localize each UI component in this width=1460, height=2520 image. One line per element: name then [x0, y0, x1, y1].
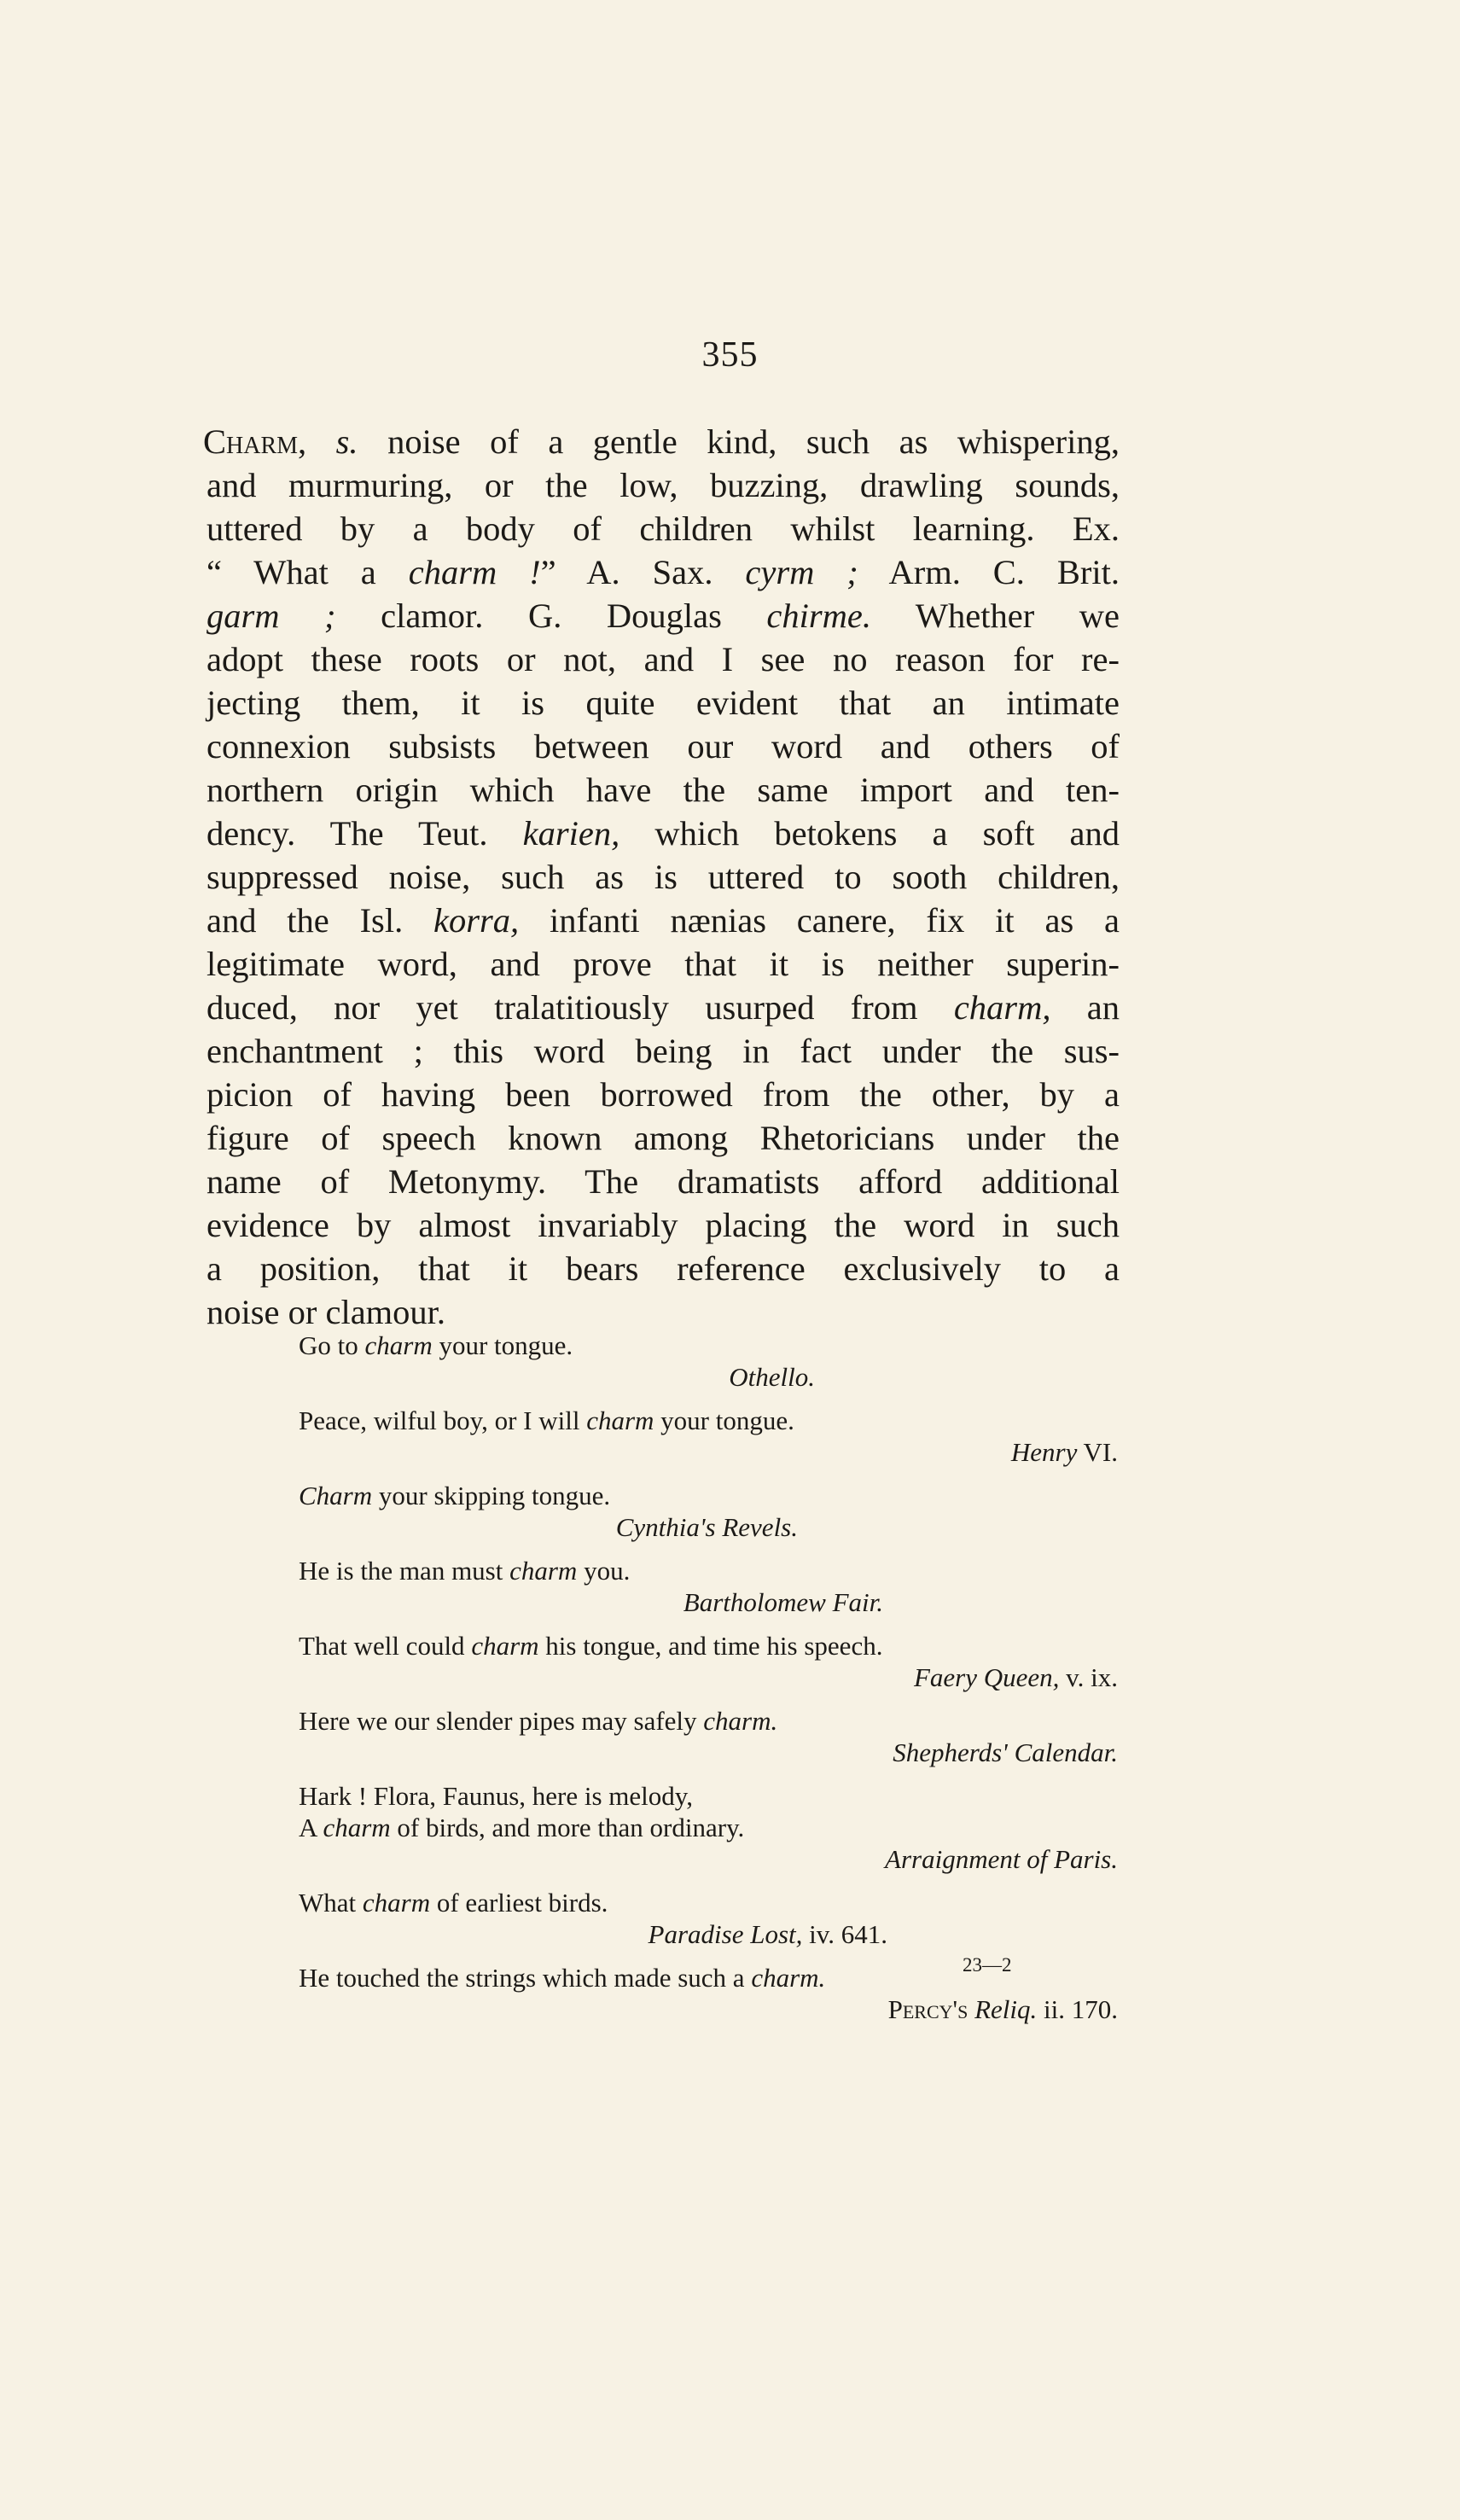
page-number: 355 — [701, 335, 759, 375]
quote-line: Peace, wilful boy, or I will charm your tongue. — [299, 1405, 794, 1435]
quotation — [299, 1405, 1118, 1468]
entry-line: “ What a charm !” A. Sax. cyrm ; Arm. C. Brit. — [206, 553, 1120, 591]
quote-line: Here we our slender pipes may safely charm. — [299, 1706, 778, 1736]
entry-line: noise or clamour. — [206, 1293, 446, 1331]
quotation — [299, 1480, 1118, 1543]
entry-line: enchantment ; this word being in fact under the sus- — [206, 1032, 1120, 1070]
entry-line: northern origin which have the same import and ten- — [206, 771, 1120, 809]
entry-line: uttered by a body of children whilst learning. Ex. — [206, 509, 1120, 548]
quote-line: What charm of earliest birds. — [299, 1888, 608, 1918]
quote-line: That well could charm his tongue, and time his speech. — [299, 1631, 883, 1661]
entry-line: duced, nor yet tralatitiously usurped from charm, an — [206, 988, 1120, 1027]
quotation — [299, 1780, 1118, 1875]
entry-line: jecting them, it is quite evident that an intimate — [206, 684, 1120, 722]
quote-line: He is the man must charm you. — [299, 1556, 631, 1586]
entry-line: adopt these roots or not, and I see no reason for re- — [206, 640, 1120, 678]
quote-source: Paradise Lost, iv. 641. — [648, 1919, 887, 1949]
quote-source: Shepherds' Calendar. — [893, 1737, 1118, 1767]
entry-line: and murmuring, or the low, buzzing, drawling sounds, — [206, 466, 1120, 504]
entry-line: and the Isl. korra, infanti nænias canere, fix it as a — [206, 901, 1120, 940]
entry-line: dency. The Teut. karien, which betokens a soft and — [206, 814, 1120, 853]
entry-line: name of Metonymy. The dramatists afford additional — [206, 1162, 1120, 1201]
entry-line: connexion subsists between our word and others of — [206, 727, 1120, 765]
quote-line: Hark ! Flora, Faunus, here is melody, — [299, 1781, 694, 1811]
quote-source: Faery Queen, v. ix. — [913, 1662, 1118, 1692]
quotation — [299, 1330, 1118, 1393]
quote-source: Cynthia's Revels. — [615, 1512, 798, 1542]
quote-source: Arraignment of Paris. — [885, 1844, 1118, 1874]
quote-line: He touched the strings which made such a charm. — [299, 1963, 826, 1993]
quote-source: Henry VI. — [1010, 1437, 1118, 1467]
entry-line: garm ; clamor. G. Douglas chirme. Whether we — [206, 597, 1120, 635]
quote-line: Charm your skipping tongue. — [299, 1481, 611, 1510]
quote-line: Go to charm your tongue. — [299, 1330, 573, 1360]
quote-source: Percy's Reliq. ii. 170. — [887, 1994, 1118, 2024]
quotation — [299, 1555, 1118, 1618]
entry-line: picion of having been borrowed from the other, by a — [206, 1075, 1120, 1114]
quotations — [299, 1330, 1118, 2037]
quote-source: Bartholomew Fair. — [683, 1587, 883, 1617]
entry-line: Charm, s. noise of a gentle kind, such as whispering, — [203, 422, 1120, 461]
dictionary-entry-charm — [203, 420, 1120, 1334]
entry-line: evidence by almost invariably placing the word in such — [206, 1206, 1120, 1244]
entry-line: legitimate word, and prove that it is neither superin- — [206, 945, 1120, 983]
part-of-speech: s. — [306, 422, 358, 461]
entry-line: suppressed noise, such as is uttered to sooth children, — [206, 858, 1120, 896]
signature-mark: 23—2 — [963, 1954, 1012, 1976]
quote-line: A charm of birds, and more than ordinary. — [299, 1813, 745, 1842]
quotation — [299, 1705, 1118, 1768]
entry-line: figure of speech known among Rhetoricians under the — [206, 1119, 1120, 1157]
entry-line: a position, that it bears reference exclusively to a — [206, 1249, 1120, 1288]
quotation — [299, 1630, 1118, 1693]
quotation — [299, 1887, 1118, 1950]
quote-source: Othello. — [729, 1362, 815, 1392]
headword: Charm, — [203, 422, 307, 461]
